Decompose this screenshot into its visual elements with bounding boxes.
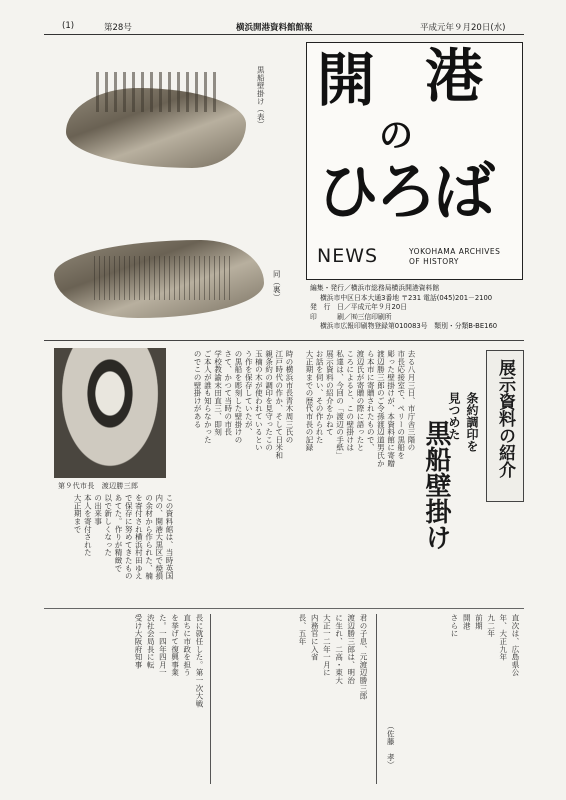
body-bottom-right [384, 614, 520, 784]
body-line: 渋社会局長に転 [146, 614, 156, 669]
body-line: 親条約の調印を見守ったこの [264, 350, 274, 452]
body-line: た。一四年四月一 [158, 614, 168, 677]
section-rule [44, 340, 524, 341]
lower-rule [44, 608, 524, 609]
body-line: この資料館は、当時英国 [165, 494, 174, 580]
issue-date: 平成元年９月20日(水) [420, 23, 506, 33]
body-line: 江戸時代の作か、そして日米和 [274, 350, 284, 460]
publisher-line: 編集・発行／横浜市総務局横浜開港資料館 [310, 284, 440, 292]
masthead-title-kai: 開 [317, 46, 376, 114]
body-line: 渡辺勝三郎は、明治 [346, 614, 356, 685]
ship-back-photo [54, 222, 264, 332]
portrait-photo [54, 348, 166, 478]
body-line: ら本市に寄贈されたもので、 [366, 350, 376, 452]
body-line: う作を保存していたが、 [244, 350, 254, 436]
body-bottom-mid [218, 614, 368, 784]
masthead-archives [409, 247, 500, 267]
body-line: 市長応接室で、ペリーの黒船を [396, 350, 406, 460]
page-number: (1) [62, 21, 75, 31]
body-line: 玉楠の木が使われているとい [254, 350, 264, 452]
publisher-info [310, 284, 524, 332]
body-line: で保存に努めてきたもの [124, 494, 134, 580]
newsletter-name: 横浜開港資料館館報 [236, 23, 313, 33]
publish-date: 発 行 日／平成元年９月20日 [310, 303, 408, 311]
column-divider [376, 614, 377, 784]
body-left-block [54, 494, 174, 604]
body-line: 大正期まで [73, 494, 83, 533]
masthead-title-kou: 港 [425, 42, 484, 110]
body-line: 展示資料の紹介をかねて [325, 350, 335, 436]
body-line: 開港 [462, 614, 472, 630]
masthead-title-hiroba: ひろば [317, 155, 492, 228]
author-signature: （佐藤 孝） [386, 722, 396, 769]
body-bottom-left [54, 614, 204, 784]
body-line: 大正期までの歴代市長の記録 [304, 350, 314, 452]
body-mid-block [182, 350, 294, 600]
body-line: 以で新しくなった [103, 494, 113, 557]
publisher-address: 横浜市中区日本大通3番地 〒231 電話(045)201－2100 [320, 293, 493, 302]
body-line: ご本人が誰も知らなかった [203, 350, 213, 444]
body-line: 時の横浜市長青木周三氏の [285, 350, 294, 444]
body-line: を寄付され横浜村田ゆえ [134, 494, 144, 580]
body-line: 長、五年 [297, 614, 307, 646]
body-line: 九二年 [486, 614, 496, 638]
archives-line-1: YOKOHAMA ARCHIVES [409, 247, 501, 256]
body-line: の余材から作られた、楠 [144, 494, 154, 580]
body-line: 大正一二年一月に [322, 614, 332, 677]
body-line: の黒船を彫刻した壁掛けの [233, 350, 243, 444]
body-line: 渡辺氏が寄贈の際に語ったと [355, 350, 365, 452]
feature-title: 黒船壁掛け [421, 420, 451, 550]
body-line: 私達は、今回の「渡辺の手紙」 [335, 350, 345, 460]
body-line: のでこの壁掛けがある [193, 350, 203, 428]
registration: 横浜市広報印刷物登録第010083号 類別・分類B-BE160 [320, 322, 498, 330]
body-line: 内の、開港大黒区で焼損 [154, 494, 164, 580]
ship-back-caption: 同（裏） [272, 270, 282, 302]
series-box [486, 350, 524, 502]
body-line: さらに [449, 614, 459, 638]
body-line: 前期 [474, 614, 484, 630]
body-line: 長に就任した。第一次大戦 [195, 614, 204, 708]
body-right-block [304, 350, 416, 600]
body-line: ころによると、この壁掛けは [345, 350, 355, 452]
body-line: さて、かつて当時の市長 [223, 350, 233, 436]
ship-front-caption: 黒船壁掛け（表） [256, 66, 266, 129]
masthead-news: NEWS [317, 245, 379, 267]
body-line: 直ちに市政を担う [182, 614, 192, 677]
header-rule [44, 34, 524, 35]
body-line: 君の子息、元渡辺勝三郎 [359, 614, 368, 700]
body-line: 直次は、広島県公 [511, 614, 520, 677]
column-divider [210, 614, 211, 784]
series-title: 展示資料の紹介 [495, 359, 515, 478]
feature-subtitle-2: 見つめた [447, 392, 461, 440]
body-line: の出来事 [93, 494, 103, 526]
body-line: 去る八月三日、市庁舎三階の [407, 350, 416, 452]
feature-subtitle-1: 条約調印を [465, 392, 479, 452]
body-line: あてた。作りが精緻で [113, 494, 123, 572]
body-line: 年、大正九年 [498, 614, 508, 661]
body-line: 渡辺勝三郎のご令孫渡辺道男氏か [376, 350, 386, 467]
issue-number: 第28号 [104, 23, 132, 33]
archives-line-2: OF HISTORY [409, 257, 460, 266]
body-line: 受け大阪府知事 [133, 614, 143, 669]
body-line: 本人を寄付された [83, 494, 93, 557]
body-line: 内務官に入省 [310, 614, 320, 661]
printer: 印 刷／㈲三信印刷所 [310, 312, 392, 321]
body-line: お話を伺い、その作られた [315, 350, 325, 444]
body-line: を挙げて復興事業 [170, 614, 180, 677]
body-line: 彫った壁掛けが、本資料館に寄贈 [386, 350, 396, 467]
masthead [306, 42, 523, 280]
body-line: に生れ、二高・東大 [334, 614, 344, 685]
ship-front-photo [66, 66, 246, 184]
masthead-title-no: の [379, 116, 413, 156]
portrait-caption: 第９代市長 渡辺勝三郎 [58, 482, 139, 490]
body-line: 学校教諭末田直三、即刻 [213, 350, 223, 436]
